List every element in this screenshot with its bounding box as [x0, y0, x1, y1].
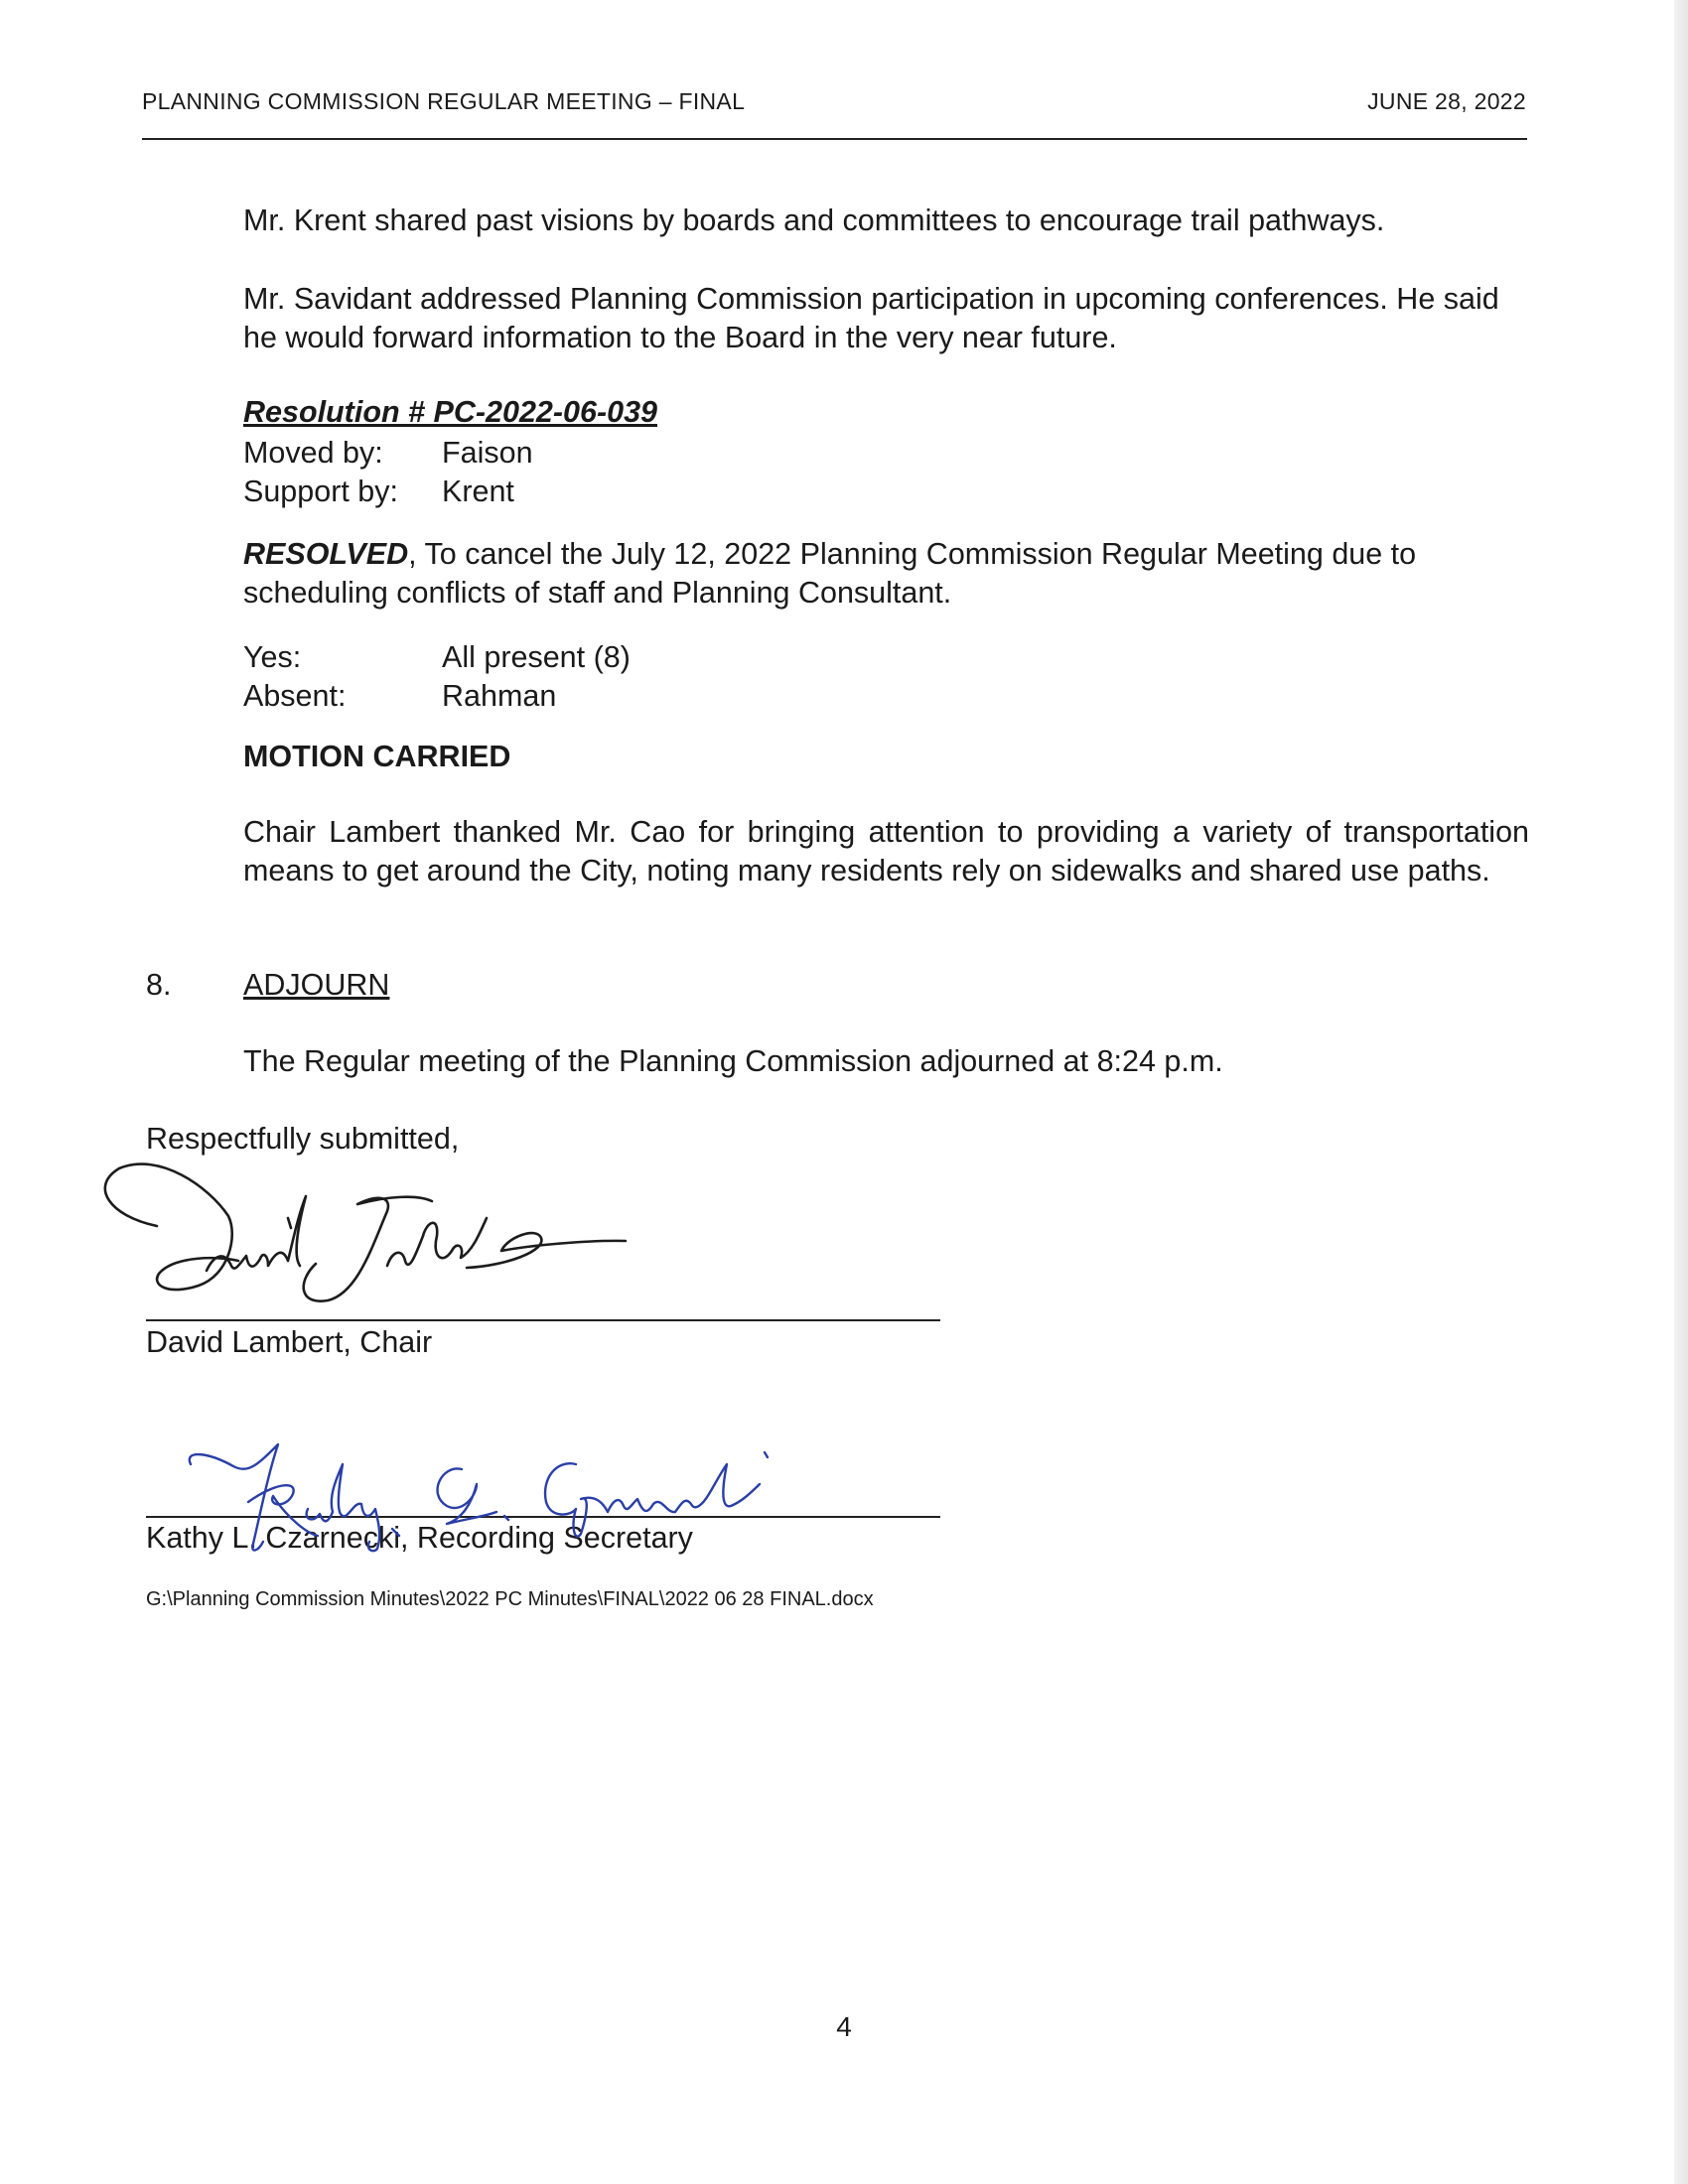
- absent-row: [243, 677, 556, 716]
- chair-name: David Lambert, Chair: [146, 1325, 433, 1359]
- support-by-value: Krent: [442, 475, 514, 508]
- chair-signature-line: [146, 1319, 940, 1321]
- absent-value: Rahman: [442, 679, 557, 713]
- agenda-item-number: 8.: [146, 968, 172, 1002]
- support-by-row: [243, 473, 514, 511]
- file-path: G:\Planning Commission Minutes\2022 PC Minutes\FINAL\2022 06 28 FINAL.docx: [146, 1588, 874, 1610]
- krent-paragraph: Mr. Krent shared past visions by boards and committees to encourage trail pathways.: [243, 204, 1385, 237]
- header-date: JUNE 28, 2022: [1367, 88, 1526, 114]
- resolved-text: , To cancel the July 12, 2022 Planning Commission Regular Meeting due to scheduling conflicts of staff and Planning Consultant.: [243, 537, 1417, 610]
- moved-by-label: Moved by:: [243, 436, 383, 470]
- resolved-keyword: RESOLVED: [243, 537, 409, 571]
- header-title: PLANNING COMMISSION REGULAR MEETING – FINAL: [142, 88, 746, 114]
- secretary-signature: [179, 1425, 814, 1564]
- yes-row: [243, 638, 631, 677]
- absent-label: Absent:: [243, 679, 347, 713]
- secretary-name: Kathy L. Czarnecki, Recording Secretary: [146, 1521, 693, 1555]
- resolution-title: Resolution # PC-2022-06-039: [243, 395, 657, 429]
- agenda-item-title: ADJOURN: [243, 968, 390, 1002]
- support-by-label: Support by:: [243, 475, 398, 508]
- chair-signature: [89, 1157, 645, 1325]
- yes-label: Yes:: [243, 640, 302, 674]
- scan-edge: [1674, 0, 1688, 2184]
- adjourn-paragraph: The Regular meeting of the Planning Commission adjourned at 8:24 p.m.: [243, 1044, 1223, 1078]
- header-rule: [142, 138, 1527, 140]
- chair-remark-paragraph: Chair Lambert thanked Mr. Cao for bringing attention to providing a variety of transportation means to get around the City, noting many residents rely on sidewalks and shared use paths.: [243, 815, 1529, 887]
- moved-by-row: [243, 434, 533, 473]
- resolved-paragraph: [243, 535, 1529, 613]
- page-number: 4: [836, 2011, 852, 2042]
- moved-by-value: Faison: [442, 436, 533, 470]
- savidant-paragraph: Mr. Savidant addressed Planning Commission participation in upcoming conferences. He said he would forward information to the Board in the very near future.: [243, 282, 1499, 354]
- motion-carried: MOTION CARRIED: [243, 740, 511, 773]
- yes-value: All present (8): [442, 640, 631, 674]
- closing-text: Respectfully submitted,: [146, 1122, 460, 1156]
